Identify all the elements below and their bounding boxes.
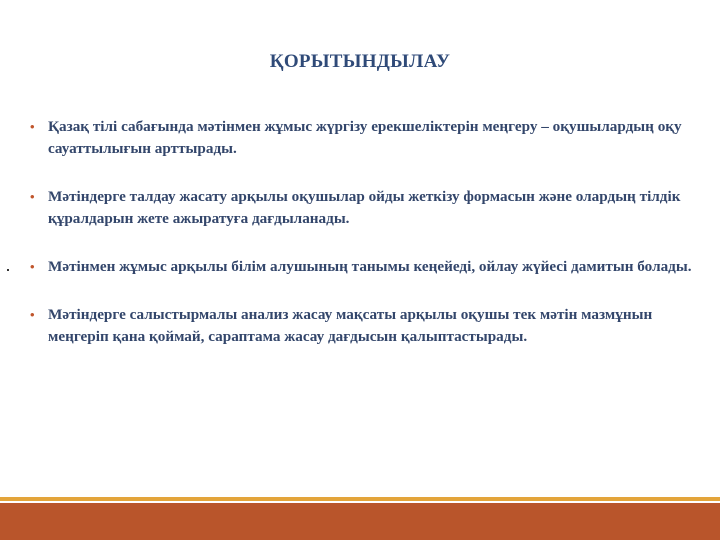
bullet-item-4 <box>30 304 698 348</box>
slide-title: ҚОРЫТЫНДЫЛАУ <box>269 51 451 72</box>
footer-bar <box>0 503 720 540</box>
bullet-icon: • <box>30 189 35 204</box>
stray-dot <box>7 269 9 271</box>
bullet-item-3 <box>30 256 698 278</box>
footer-accent-bar <box>0 497 720 501</box>
bullet-item-1 <box>30 116 698 160</box>
bullet-text-1: Қазақ тілі сабағында мәтінмен жұмыс жүргізу ерекшеліктерін меңгеру – оқушылардың оқу сауаттылығын арттырады. <box>48 118 682 157</box>
bullet-list <box>30 116 698 374</box>
bullet-icon: • <box>30 119 35 134</box>
bullet-icon: • <box>30 259 35 274</box>
bullet-icon: • <box>30 307 35 322</box>
bullet-text-2: Мәтіндерге талдау жасату арқылы оқушылар ойды жеткізу формасын және олардың тілдік құралдарын жете ажыратуға дағдыланады. <box>48 188 681 227</box>
bullet-item-2 <box>30 186 698 230</box>
bullet-text-4: Мәтіндерге салыстырмалы анализ жасау мақсаты арқылы оқушы тек мәтін мазмұнын меңгеріп қана қоймай, сараптама жасау дағдысын қалыптастырады. <box>48 306 653 345</box>
bullet-text-3: Мәтінмен жұмыс арқылы білім алушының танымы кеңейеді, ойлау жүйесі дамитын болады. <box>48 258 692 275</box>
